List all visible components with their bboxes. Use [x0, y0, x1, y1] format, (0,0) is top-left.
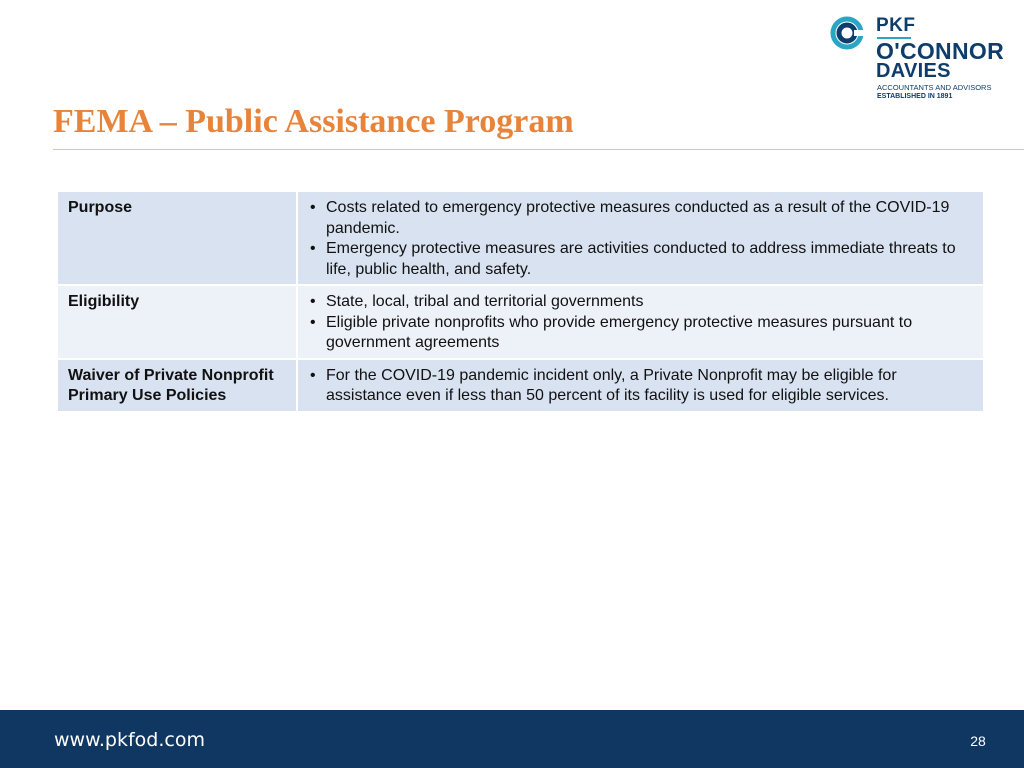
table-row [57, 285, 984, 359]
list-item: • Emergency protective measures are activities conducted to address immediate threats to life, public health, and safety. [308, 239, 973, 280]
row-label-waiver: Waiver of Private Nonprofit Primary Use Policies [57, 359, 297, 412]
page-number: 28 [970, 733, 986, 749]
logo-pkf-text: PKF [876, 15, 916, 36]
row-label-purpose: Purpose [57, 191, 297, 285]
logo-established: ESTABLISHED IN 1891 [877, 93, 953, 100]
slide-title: FEMA – Public Assistance Program [53, 103, 574, 140]
row-details-eligibility [297, 285, 984, 359]
row-label-eligibility: Eligibility [57, 285, 297, 359]
list-item: • Costs related to emergency protective measures conducted as a result of the COVID-19 pandemic. [308, 198, 973, 239]
table-row [57, 191, 984, 285]
footer-bar [0, 710, 1024, 768]
title-divider [53, 149, 1024, 150]
list-item: • Eligible private nonprofits who provide emergency protective measures pursuant to government agreements [308, 313, 973, 354]
logo-tagline: ACCOUNTANTS AND ADVISORS [877, 83, 992, 92]
pkf-logo-mark-icon [830, 14, 874, 58]
list-item: • For the COVID-19 pandemic incident only, a Private Nonprofit may be eligible for assistance even if less than 50 percent of its facility is used for eligible services. [308, 366, 973, 407]
program-info-table [56, 190, 985, 413]
footer-website-link[interactable]: www.pkfod.com [54, 729, 205, 751]
logo-name-line2: DAVIES [876, 60, 951, 82]
list-item: • State, local, tribal and territorial governments [308, 292, 973, 313]
row-details-purpose [297, 191, 984, 285]
table-row [57, 359, 984, 412]
row-details-waiver [297, 359, 984, 412]
company-logo [830, 14, 1010, 104]
logo-name-line1: O'CONNOR [876, 38, 1004, 64]
